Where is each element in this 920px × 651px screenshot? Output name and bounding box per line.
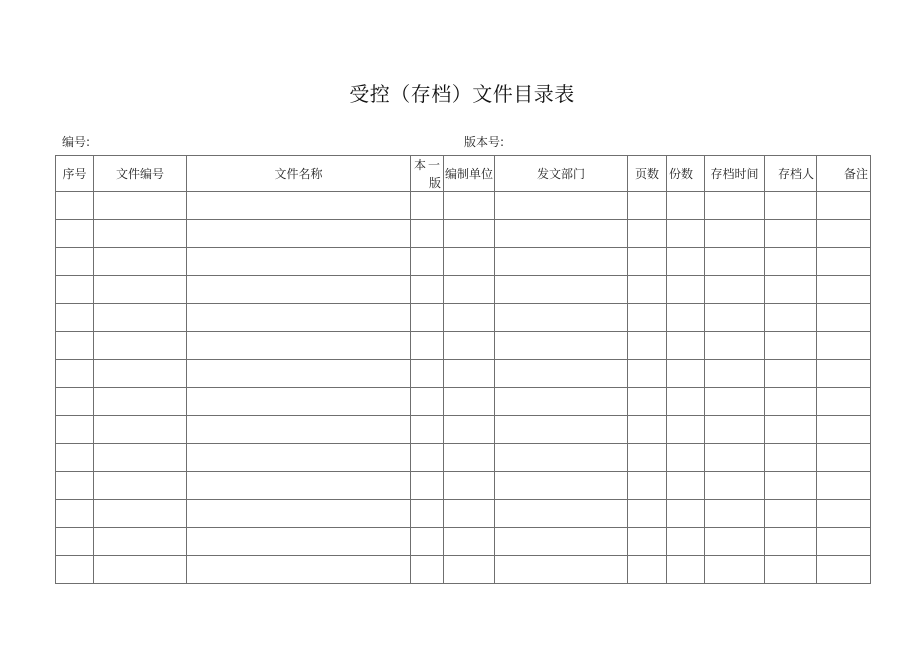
table-cell[interactable] xyxy=(667,332,705,360)
table-cell[interactable] xyxy=(411,276,444,304)
table-cell[interactable] xyxy=(495,332,628,360)
table-cell[interactable] xyxy=(495,556,628,584)
table-cell[interactable] xyxy=(765,416,817,444)
table-cell[interactable] xyxy=(444,360,495,388)
table-cell[interactable] xyxy=(765,360,817,388)
table-cell[interactable] xyxy=(628,528,667,556)
table-cell[interactable] xyxy=(765,248,817,276)
number-label: 编号: xyxy=(62,135,91,149)
column-header-file-name: 文件名称 xyxy=(187,156,411,192)
table-cell[interactable] xyxy=(187,556,411,584)
table-cell[interactable] xyxy=(705,416,765,444)
table-cell[interactable] xyxy=(444,220,495,248)
table-cell[interactable] xyxy=(187,220,411,248)
table-cell[interactable] xyxy=(411,220,444,248)
table-cell[interactable] xyxy=(628,416,667,444)
table-cell[interactable] xyxy=(187,416,411,444)
table-cell[interactable] xyxy=(94,332,187,360)
table-cell[interactable] xyxy=(765,388,817,416)
table-cell[interactable] xyxy=(817,556,871,584)
table-cell[interactable] xyxy=(628,500,667,528)
table-cell[interactable] xyxy=(56,528,94,556)
table-cell[interactable] xyxy=(444,556,495,584)
table-cell[interactable] xyxy=(444,248,495,276)
table-cell[interactable] xyxy=(444,416,495,444)
table-cell[interactable] xyxy=(56,220,94,248)
table-cell[interactable] xyxy=(495,388,628,416)
table-cell[interactable] xyxy=(444,192,495,220)
table-cell[interactable] xyxy=(187,304,411,332)
table-cell[interactable] xyxy=(94,416,187,444)
table-cell[interactable] xyxy=(444,528,495,556)
table-cell[interactable] xyxy=(495,472,628,500)
table-row xyxy=(56,360,871,388)
table-cell[interactable] xyxy=(628,248,667,276)
table-cell[interactable] xyxy=(411,304,444,332)
table-cell[interactable] xyxy=(56,332,94,360)
column-header-serial: 序号 xyxy=(56,156,94,192)
table-cell[interactable] xyxy=(94,444,187,472)
table-cell[interactable] xyxy=(94,500,187,528)
table-cell[interactable] xyxy=(495,444,628,472)
table-row xyxy=(56,304,871,332)
table-cell[interactable] xyxy=(628,360,667,388)
table-cell[interactable] xyxy=(705,528,765,556)
table-cell[interactable] xyxy=(56,556,94,584)
table-cell[interactable] xyxy=(444,500,495,528)
table-cell[interactable] xyxy=(817,388,871,416)
table-cell[interactable] xyxy=(667,276,705,304)
table-row xyxy=(56,276,871,304)
table-cell[interactable] xyxy=(705,388,765,416)
table-cell[interactable] xyxy=(411,556,444,584)
table-cell[interactable] xyxy=(667,192,705,220)
table-cell[interactable] xyxy=(411,360,444,388)
table-cell[interactable] xyxy=(187,360,411,388)
version-header-part: 本 xyxy=(414,158,427,172)
table-cell[interactable] xyxy=(187,472,411,500)
table-cell[interactable] xyxy=(94,528,187,556)
table-cell[interactable] xyxy=(411,472,444,500)
table-row xyxy=(56,444,871,472)
table-cell[interactable] xyxy=(495,500,628,528)
table-cell[interactable] xyxy=(765,444,817,472)
table-cell[interactable] xyxy=(56,276,94,304)
table-cell[interactable] xyxy=(628,444,667,472)
table-row xyxy=(56,248,871,276)
table-cell[interactable] xyxy=(705,444,765,472)
table-cell[interactable] xyxy=(56,388,94,416)
table-cell[interactable] xyxy=(667,388,705,416)
table-row xyxy=(56,528,871,556)
table-cell[interactable] xyxy=(495,220,628,248)
column-header-remarks: 备注 xyxy=(817,156,871,192)
table-cell[interactable] xyxy=(667,248,705,276)
table-cell[interactable] xyxy=(667,304,705,332)
table-cell[interactable] xyxy=(411,332,444,360)
table-cell[interactable] xyxy=(705,304,765,332)
table-cell[interactable] xyxy=(56,444,94,472)
table-cell[interactable] xyxy=(705,500,765,528)
table-cell[interactable] xyxy=(817,248,871,276)
table-row xyxy=(56,332,871,360)
table-cell[interactable] xyxy=(628,276,667,304)
table-cell[interactable] xyxy=(187,500,411,528)
table-cell[interactable] xyxy=(817,192,871,220)
table-cell[interactable] xyxy=(56,304,94,332)
table-cell[interactable] xyxy=(705,360,765,388)
column-header-archivist: 存档人 xyxy=(765,156,817,192)
table-cell[interactable] xyxy=(444,444,495,472)
table-cell[interactable] xyxy=(56,500,94,528)
table-cell[interactable] xyxy=(667,528,705,556)
table-cell[interactable] xyxy=(187,388,411,416)
table-cell[interactable] xyxy=(705,472,765,500)
table-cell[interactable] xyxy=(705,192,765,220)
table-cell[interactable] xyxy=(705,276,765,304)
table-cell[interactable] xyxy=(56,360,94,388)
table-row xyxy=(56,472,871,500)
table-cell[interactable] xyxy=(187,444,411,472)
table-cell[interactable] xyxy=(817,332,871,360)
table-cell[interactable] xyxy=(411,416,444,444)
table-cell[interactable] xyxy=(705,556,765,584)
table-cell[interactable] xyxy=(817,304,871,332)
table-cell[interactable] xyxy=(56,192,94,220)
table-cell[interactable] xyxy=(628,304,667,332)
column-header-compiling-unit: 编制单位 xyxy=(444,156,495,192)
table-cell[interactable] xyxy=(765,556,817,584)
version-header-part: 一 xyxy=(427,158,440,172)
table-cell[interactable] xyxy=(94,248,187,276)
table-cell[interactable] xyxy=(667,360,705,388)
table-cell[interactable] xyxy=(411,444,444,472)
table-cell[interactable] xyxy=(411,528,444,556)
table-cell[interactable] xyxy=(187,192,411,220)
table-cell[interactable] xyxy=(667,500,705,528)
table-cell[interactable] xyxy=(667,472,705,500)
column-header-version xyxy=(411,156,444,192)
table-cell[interactable] xyxy=(495,304,628,332)
table-cell[interactable] xyxy=(94,360,187,388)
table-cell[interactable] xyxy=(411,192,444,220)
table-cell[interactable] xyxy=(187,248,411,276)
table-cell[interactable] xyxy=(628,332,667,360)
column-header-page-count: 页数 xyxy=(628,156,667,192)
table-cell[interactable] xyxy=(705,248,765,276)
table-row xyxy=(56,500,871,528)
table-cell[interactable] xyxy=(444,388,495,416)
table-cell[interactable] xyxy=(765,500,817,528)
table-cell[interactable] xyxy=(495,276,628,304)
table-cell[interactable] xyxy=(94,220,187,248)
table-cell[interactable] xyxy=(444,332,495,360)
table-cell[interactable] xyxy=(495,192,628,220)
table-cell[interactable] xyxy=(765,472,817,500)
table-cell[interactable] xyxy=(94,192,187,220)
table-row xyxy=(56,220,871,248)
table-cell[interactable] xyxy=(94,556,187,584)
column-header-issuing-department: 发文部门 xyxy=(495,156,628,192)
table-cell[interactable] xyxy=(187,276,411,304)
table-cell[interactable] xyxy=(628,192,667,220)
table-cell[interactable] xyxy=(444,304,495,332)
table-cell[interactable] xyxy=(765,220,817,248)
table-row xyxy=(56,192,871,220)
table-cell[interactable] xyxy=(667,416,705,444)
table-cell[interactable] xyxy=(94,304,187,332)
table-cell[interactable] xyxy=(817,500,871,528)
table-cell[interactable] xyxy=(765,276,817,304)
table-row xyxy=(56,388,871,416)
table-cell[interactable] xyxy=(628,556,667,584)
table-cell[interactable] xyxy=(667,444,705,472)
table-cell[interactable] xyxy=(444,472,495,500)
table-cell[interactable] xyxy=(187,528,411,556)
table-cell[interactable] xyxy=(411,500,444,528)
table-cell[interactable] xyxy=(817,444,871,472)
table-cell[interactable] xyxy=(56,472,94,500)
table-cell[interactable] xyxy=(411,388,444,416)
table-cell[interactable] xyxy=(56,416,94,444)
table-cell[interactable] xyxy=(94,472,187,500)
table-cell[interactable] xyxy=(94,388,187,416)
table-row xyxy=(56,556,871,584)
table-cell[interactable] xyxy=(817,472,871,500)
table-cell[interactable] xyxy=(765,332,817,360)
table-cell[interactable] xyxy=(187,332,411,360)
table-cell[interactable] xyxy=(628,220,667,248)
table-cell[interactable] xyxy=(56,248,94,276)
table-cell[interactable] xyxy=(765,528,817,556)
table-cell[interactable] xyxy=(495,528,628,556)
table-cell[interactable] xyxy=(765,304,817,332)
version-header-part: 版 xyxy=(429,176,442,190)
table-cell[interactable] xyxy=(667,220,705,248)
document-title: 受控（存档）文件目录表 xyxy=(349,82,575,106)
version-number-label: 版本号: xyxy=(464,135,505,149)
table-cell[interactable] xyxy=(444,276,495,304)
table-row xyxy=(56,416,871,444)
table-cell[interactable] xyxy=(495,416,628,444)
table-cell[interactable] xyxy=(765,192,817,220)
table-cell[interactable] xyxy=(705,332,765,360)
table-cell[interactable] xyxy=(817,528,871,556)
table-cell[interactable] xyxy=(411,248,444,276)
table-cell[interactable] xyxy=(495,360,628,388)
table-cell[interactable] xyxy=(705,220,765,248)
table-cell[interactable] xyxy=(495,248,628,276)
table-cell[interactable] xyxy=(817,360,871,388)
column-header-file-number: 文件编号 xyxy=(94,156,187,192)
table-header-row xyxy=(56,156,871,192)
table-cell[interactable] xyxy=(817,276,871,304)
table-cell[interactable] xyxy=(817,220,871,248)
file-register-table xyxy=(55,155,871,584)
table-cell[interactable] xyxy=(817,416,871,444)
table-cell[interactable] xyxy=(628,472,667,500)
column-header-copy-count: 份数 xyxy=(667,156,705,192)
table-cell[interactable] xyxy=(628,388,667,416)
table-body xyxy=(56,192,871,584)
column-header-archive-time: 存档时间 xyxy=(705,156,765,192)
table-cell[interactable] xyxy=(667,556,705,584)
table-cell[interactable] xyxy=(94,276,187,304)
